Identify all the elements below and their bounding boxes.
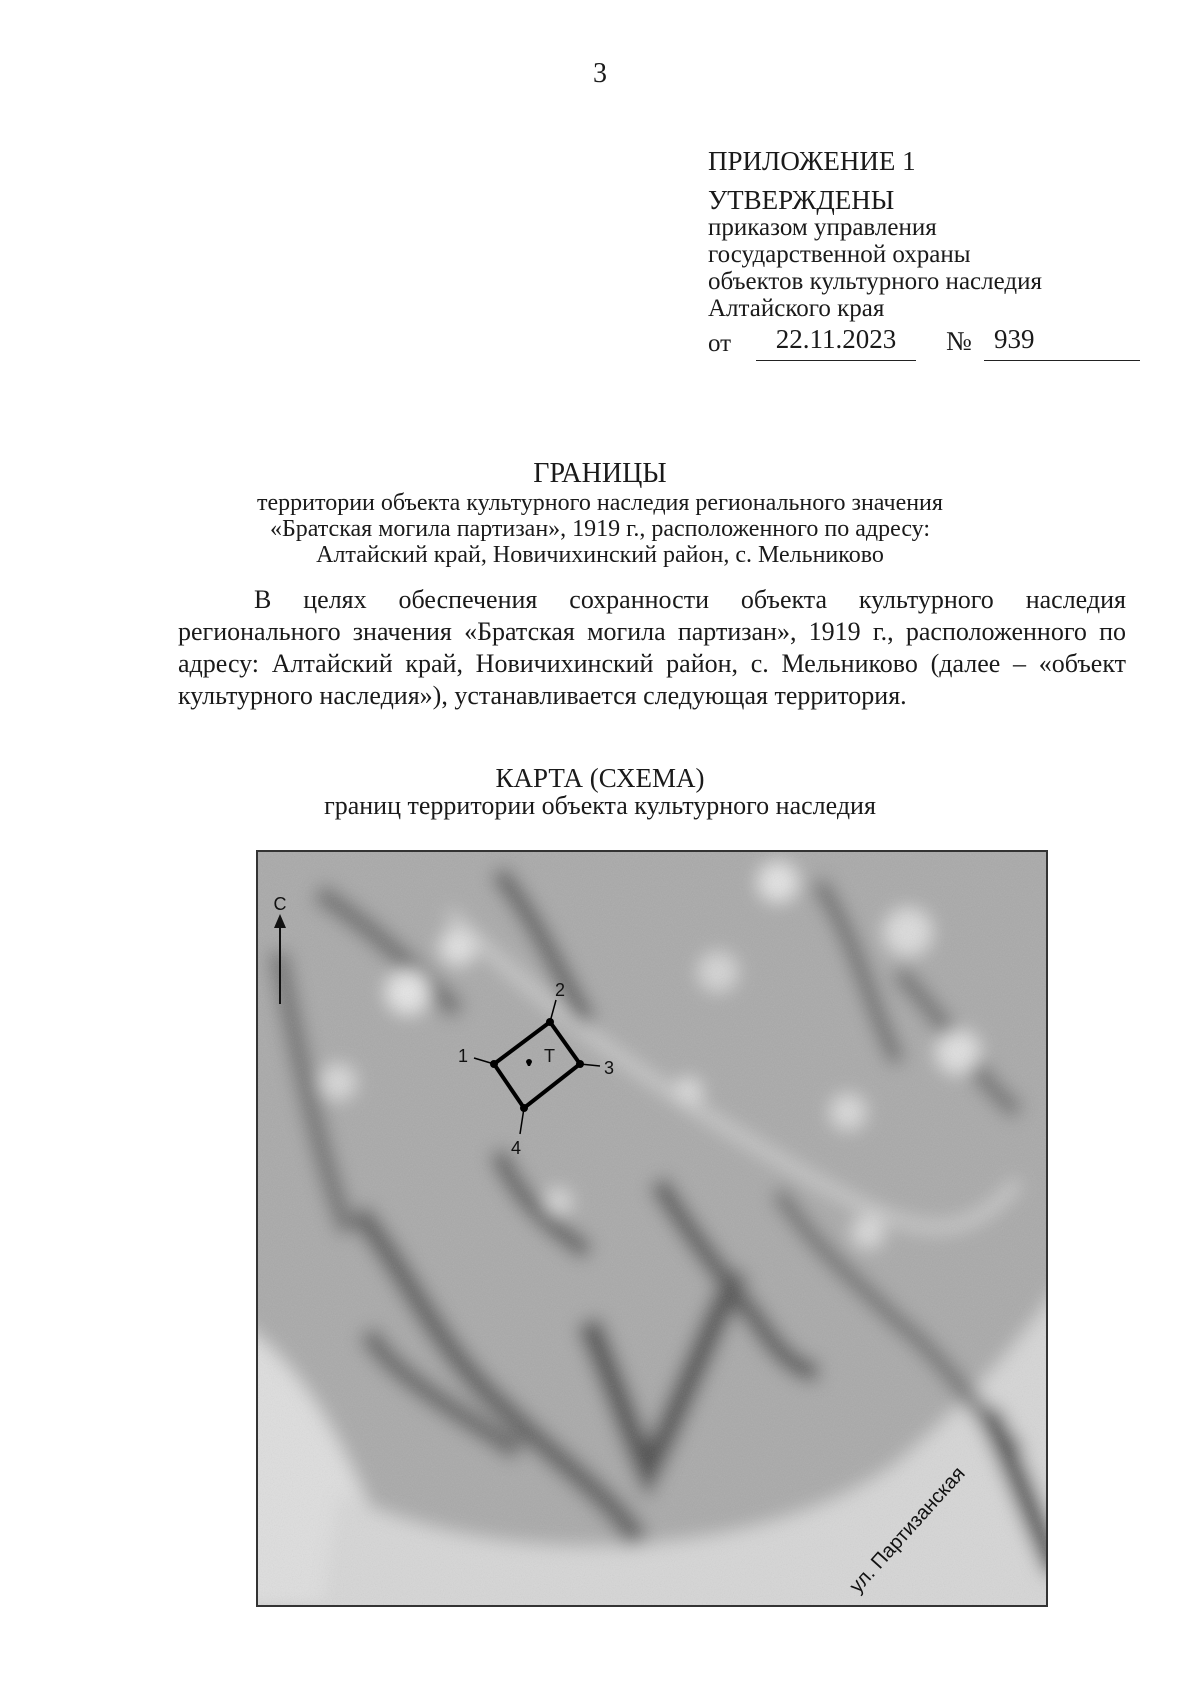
page-number: 3	[593, 58, 607, 89]
order-date-number-row	[708, 324, 1148, 360]
point-label-1: 1	[457, 1046, 468, 1066]
approval-line: Алтайского края	[708, 295, 885, 322]
appendix-heading: ПРИЛОЖЕНИЕ 1	[708, 146, 916, 176]
map-subtitle: границ территории объекта культурного наследия	[324, 791, 876, 820]
document-title	[150, 458, 1050, 568]
point-label-4: 4	[510, 1138, 522, 1158]
title-line: «Братская могила партизан», 1919 г., расположенного по адресу:	[269, 516, 931, 542]
north-label: С	[273, 894, 287, 914]
map-caption	[150, 764, 1050, 820]
map-scheme	[256, 850, 1048, 1607]
street-label: ул. Партизанская	[845, 1462, 970, 1598]
title-line: Алтайский край, Новичихинский район, с. Мельниково	[316, 542, 884, 568]
point-label-2: 2	[554, 980, 566, 1000]
point-label-3: 3	[604, 1058, 615, 1078]
approved-heading: УТВЕРЖДЕНЫ	[708, 185, 895, 215]
body-paragraph: В целях обеспечения сохранности объекта культурного наследия регионального значения «Братская могила партизан», 1919 г., расположенного по адресу: Алтайский край, Новичихинский район, с. Мельниково (далее – «объект культурного наследия»), устанавливается следующая территория.	[178, 585, 1126, 710]
order-number: 939	[994, 324, 1035, 354]
number-underline	[984, 360, 1140, 361]
number-sign: №	[946, 326, 972, 356]
map-title: КАРТА (СХЕМА)	[495, 763, 705, 793]
approval-line: государственной охраны	[708, 241, 971, 268]
title-heading: ГРАНИЦЫ	[533, 458, 667, 489]
order-date: 22.11.2023	[775, 324, 897, 354]
date-underline	[756, 360, 916, 361]
map-svg	[258, 852, 1046, 1605]
date-prefix: от	[708, 330, 732, 357]
approval-block	[708, 148, 1148, 360]
approval-line: объектов культурного наследия	[708, 268, 1042, 295]
approval-line: приказом управления	[708, 214, 937, 241]
title-line: территории объекта культурного наследия регионального значения	[257, 490, 943, 516]
object-label: Т	[544, 1046, 555, 1066]
body-paragraph-block	[178, 584, 1126, 712]
